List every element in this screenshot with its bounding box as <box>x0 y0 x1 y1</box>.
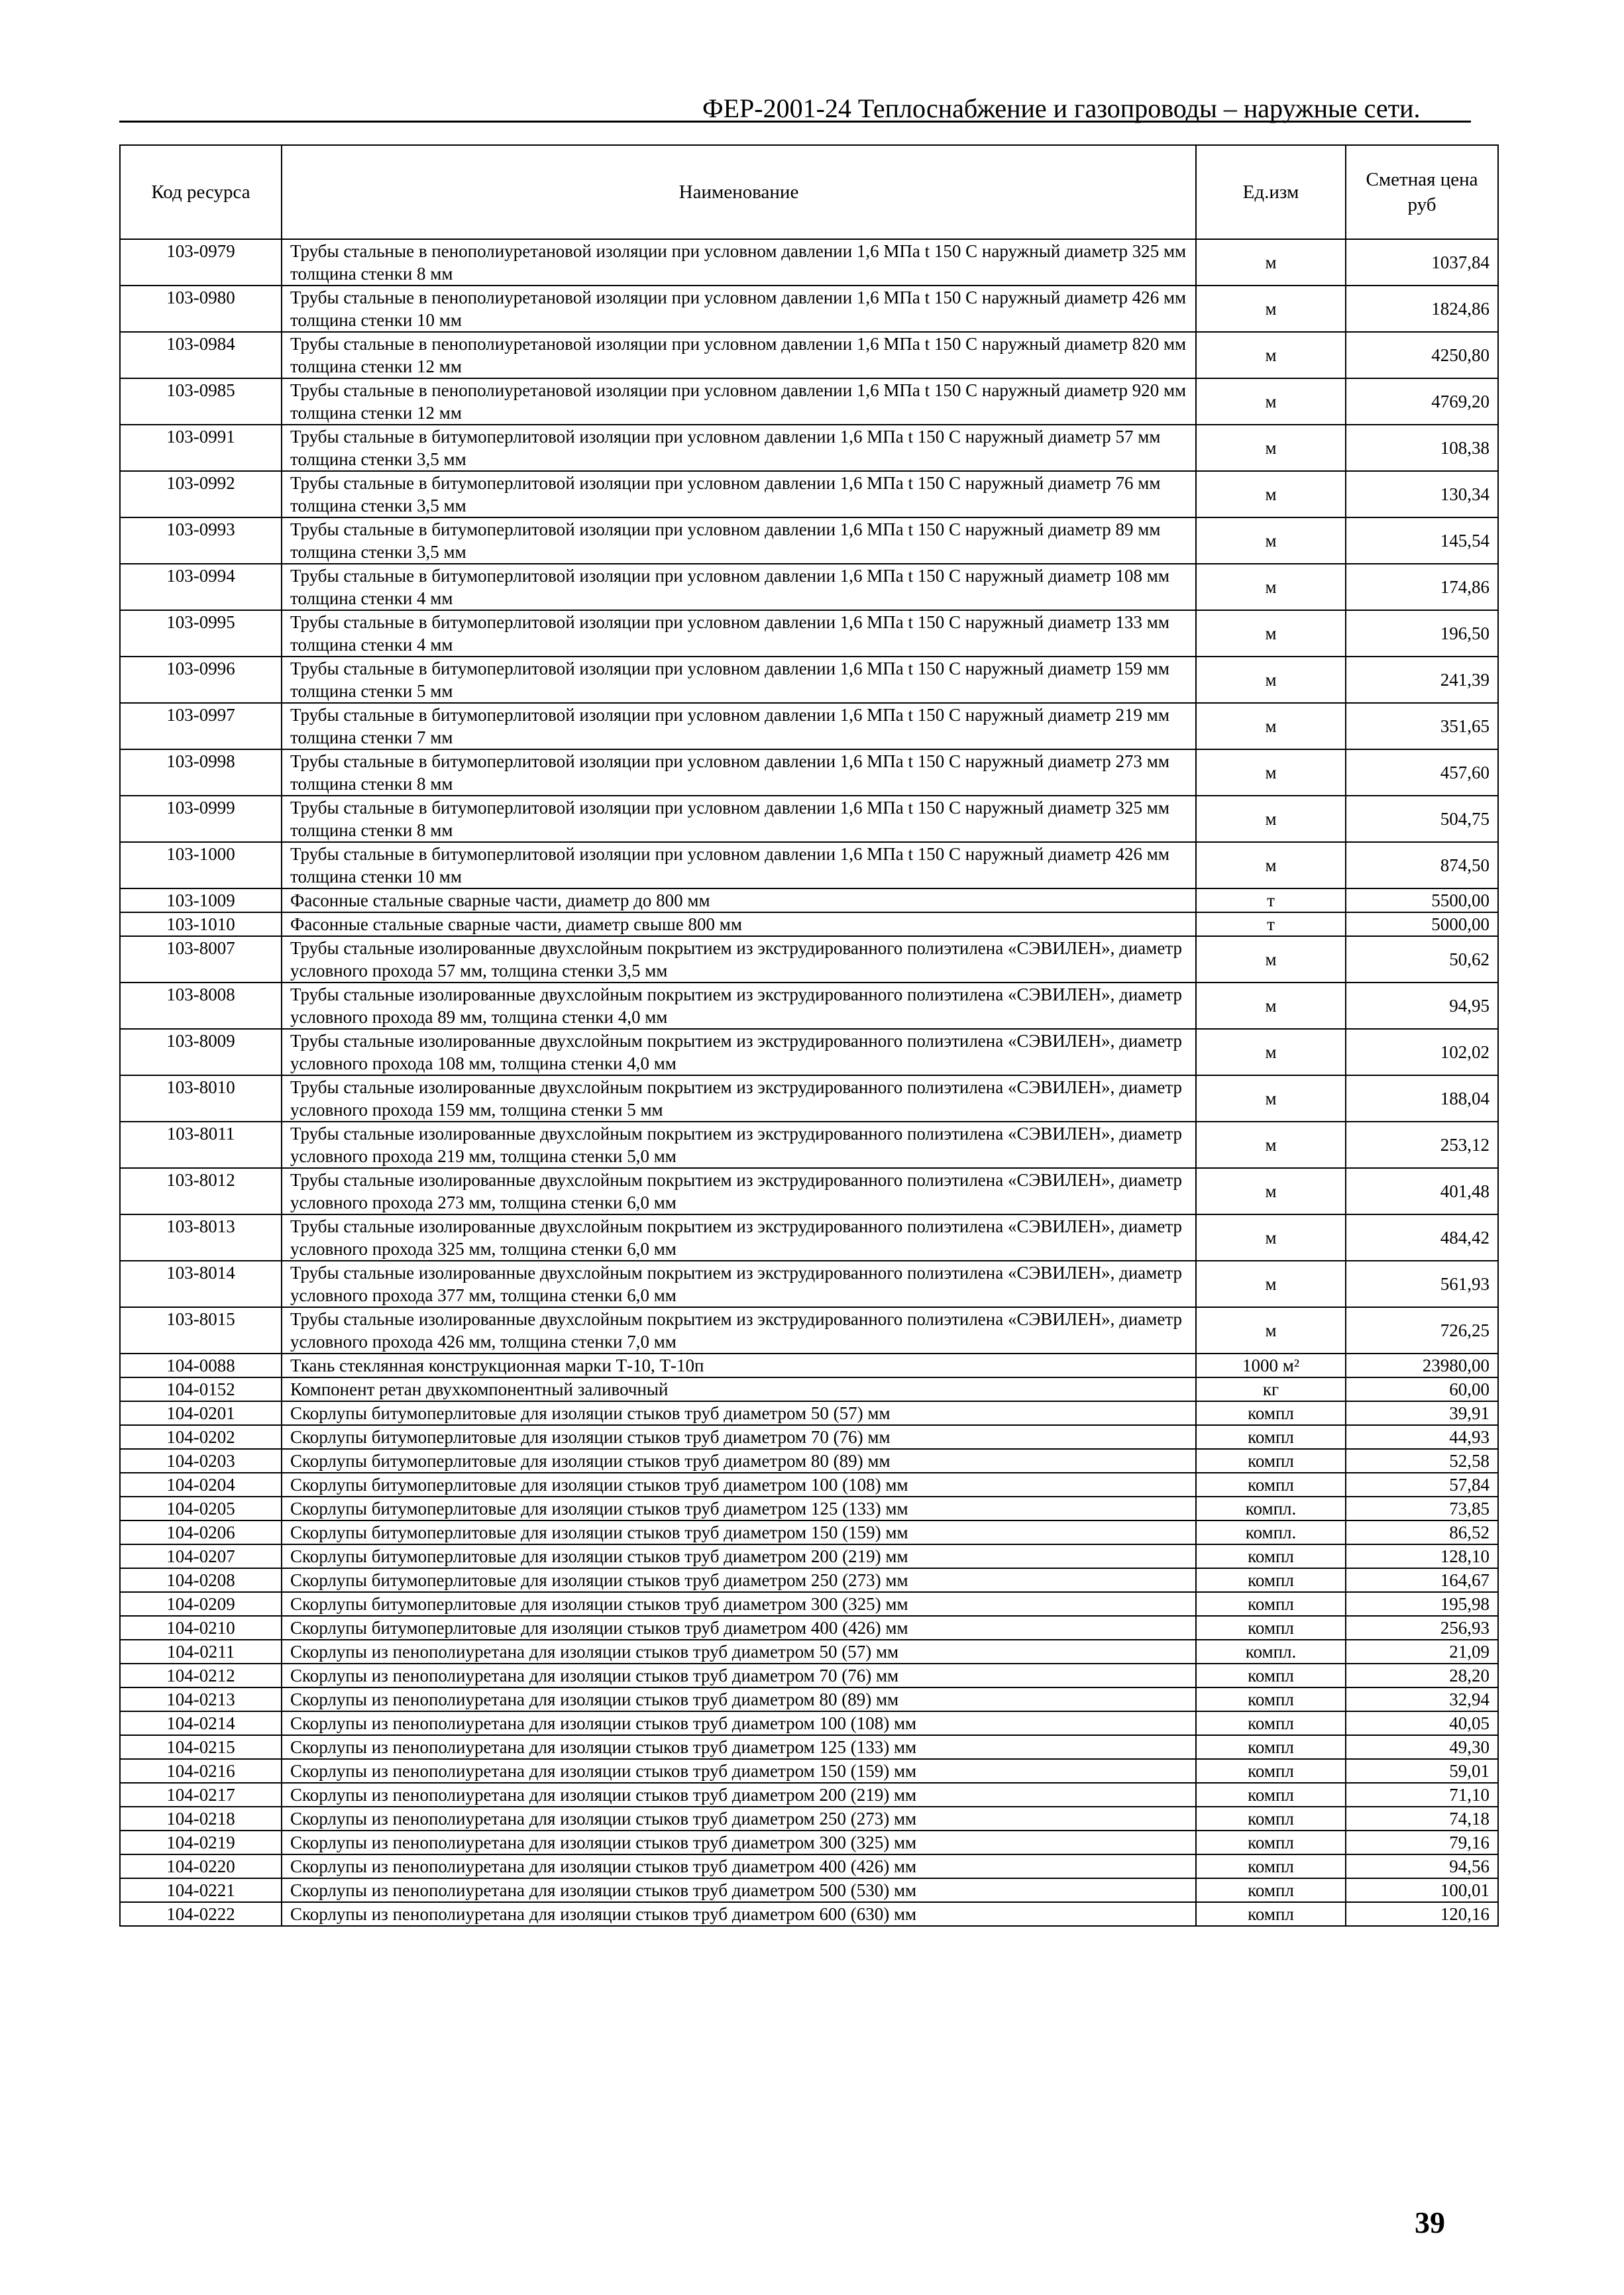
cell-code: 103-0985 <box>120 378 282 425</box>
cell-unit: м <box>1196 517 1346 564</box>
table-row <box>120 1854 1498 1878</box>
price-table <box>119 144 1499 1927</box>
cell-code: 103-8011 <box>120 1122 282 1168</box>
cell-code: 103-0980 <box>120 286 282 332</box>
cell-price: 94,56 <box>1346 1854 1498 1878</box>
cell-code: 104-0202 <box>120 1425 282 1449</box>
table-row <box>120 239 1498 286</box>
cell-code: 103-0994 <box>120 564 282 610</box>
cell-code: 104-0203 <box>120 1449 282 1473</box>
cell-unit: м <box>1196 471 1346 517</box>
cell-name: Трубы стальные в пенополиуретановой изоляции при условном давлении 1,6 МПа t 150 С наружный диаметр 325 мм толщина стенки 8 мм <box>282 239 1196 286</box>
cell-code: 104-0213 <box>120 1687 282 1711</box>
table-row <box>120 286 1498 332</box>
cell-name: Фасонные стальные сварные части, диаметр до 800 мм <box>282 888 1196 912</box>
cell-unit: компл <box>1196 1616 1346 1640</box>
cell-price: 4250,80 <box>1346 332 1498 378</box>
cell-code: 103-0984 <box>120 332 282 378</box>
cell-name: Скорлупы битумоперлитовые для изоляции стыков труб диаметром 50 (57) мм <box>282 1401 1196 1425</box>
cell-code: 103-1000 <box>120 842 282 888</box>
cell-unit: т <box>1196 912 1346 936</box>
cell-unit: компл <box>1196 1854 1346 1878</box>
cell-code: 103-0998 <box>120 749 282 796</box>
cell-code: 104-0219 <box>120 1831 282 1854</box>
table-row <box>120 1075 1498 1122</box>
cell-price: 164,67 <box>1346 1568 1498 1592</box>
cell-name: Скорлупы битумоперлитовые для изоляции стыков труб диаметром 100 (108) мм <box>282 1473 1196 1497</box>
cell-code: 103-8009 <box>120 1029 282 1075</box>
cell-price: 188,04 <box>1346 1075 1498 1122</box>
table-row <box>120 471 1498 517</box>
cell-code: 103-8012 <box>120 1168 282 1214</box>
cell-price: 50,62 <box>1346 936 1498 983</box>
cell-price: 52,58 <box>1346 1449 1498 1473</box>
cell-unit: т <box>1196 888 1346 912</box>
table-row <box>120 1377 1498 1401</box>
cell-name: Трубы стальные в битумоперлитовой изоляции при условном давлении 1,6 МПа t 150 С наружный диаметр 108 мм толщина стенки 4 мм <box>282 564 1196 610</box>
cell-name: Скорлупы из пенополиуретана для изоляции стыков труб диаметром 70 (76) мм <box>282 1664 1196 1687</box>
cell-code: 104-0212 <box>120 1664 282 1687</box>
cell-name: Трубы стальные изолированные двухслойным покрытием из экструдированного полиэтилена «СЭВИЛЕН», диаметр условного прохода 108 мм, толщина стенки 4,0 мм <box>282 1029 1196 1075</box>
cell-price: 145,54 <box>1346 517 1498 564</box>
cell-unit: м <box>1196 796 1346 842</box>
cell-code: 103-8014 <box>120 1261 282 1307</box>
cell-name: Трубы стальные в пенополиуретановой изоляции при условном давлении 1,6 МПа t 150 С наружный диаметр 426 мм толщина стенки 10 мм <box>282 286 1196 332</box>
cell-name: Скорлупы из пенополиуретана для изоляции стыков труб диаметром 125 (133) мм <box>282 1735 1196 1759</box>
cell-price: 49,30 <box>1346 1735 1498 1759</box>
cell-name: Трубы стальные в битумоперлитовой изоляции при условном давлении 1,6 МПа t 150 С наружный диаметр 133 мм толщина стенки 4 мм <box>282 610 1196 657</box>
cell-name: Трубы стальные изолированные двухслойным покрытием из экструдированного полиэтилена «СЭВИЛЕН», диаметр условного прохода 325 мм, толщина стенки 6,0 мм <box>282 1214 1196 1261</box>
cell-unit: компл <box>1196 1735 1346 1759</box>
cell-name: Скорлупы из пенополиуретана для изоляции стыков труб диаметром 500 (530) мм <box>282 1878 1196 1902</box>
column-header-code: Код ресурса <box>120 145 282 239</box>
table-row <box>120 332 1498 378</box>
cell-name: Скорлупы битумоперлитовые для изоляции стыков труб диаметром 250 (273) мм <box>282 1568 1196 1592</box>
column-header-name: Наименование <box>282 145 1196 239</box>
cell-code: 103-8007 <box>120 936 282 983</box>
cell-code: 104-0208 <box>120 1568 282 1592</box>
cell-code: 104-0218 <box>120 1807 282 1831</box>
cell-code: 104-0222 <box>120 1902 282 1926</box>
cell-unit: компл <box>1196 1783 1346 1807</box>
cell-unit: компл <box>1196 1878 1346 1902</box>
cell-price: 60,00 <box>1346 1377 1498 1401</box>
table-row <box>120 1831 1498 1854</box>
cell-price: 1824,86 <box>1346 286 1498 332</box>
cell-code: 104-0221 <box>120 1878 282 1902</box>
table-row <box>120 703 1498 749</box>
table-row <box>120 517 1498 564</box>
cell-price: 79,16 <box>1346 1831 1498 1854</box>
cell-unit: компл <box>1196 1807 1346 1831</box>
cell-unit: м <box>1196 842 1346 888</box>
cell-unit: м <box>1196 936 1346 983</box>
cell-unit: м <box>1196 239 1346 286</box>
cell-unit: м <box>1196 703 1346 749</box>
cell-code: 104-0216 <box>120 1759 282 1783</box>
cell-name: Трубы стальные в пенополиуретановой изоляции при условном давлении 1,6 МПа t 150 С наружный диаметр 920 мм толщина стенки 12 мм <box>282 378 1196 425</box>
page-number: 39 <box>1415 2206 1445 2239</box>
table-row <box>120 425 1498 471</box>
header-rule <box>119 121 1471 123</box>
table-row <box>120 657 1498 703</box>
cell-name: Скорлупы битумоперлитовые для изоляции стыков труб диаметром 200 (219) мм <box>282 1544 1196 1568</box>
cell-unit: м <box>1196 1214 1346 1261</box>
cell-name: Скорлупы битумоперлитовые для изоляции стыков труб диаметром 400 (426) мм <box>282 1616 1196 1640</box>
table-row <box>120 1307 1498 1354</box>
cell-code: 104-0204 <box>120 1473 282 1497</box>
table-row <box>120 1029 1498 1075</box>
cell-name: Скорлупы битумоперлитовые для изоляции стыков труб диаметром 300 (325) мм <box>282 1592 1196 1616</box>
cell-price: 726,25 <box>1346 1307 1498 1354</box>
cell-unit: компл <box>1196 1831 1346 1854</box>
cell-price: 128,10 <box>1346 1544 1498 1568</box>
cell-code: 104-0217 <box>120 1783 282 1807</box>
cell-name: Трубы стальные в битумоперлитовой изоляции при условном давлении 1,6 МПа t 150 С наружный диаметр 273 мм толщина стенки 8 мм <box>282 749 1196 796</box>
cell-code: 104-0088 <box>120 1354 282 1377</box>
cell-price: 5500,00 <box>1346 888 1498 912</box>
cell-price: 71,10 <box>1346 1783 1498 1807</box>
table-row <box>120 936 1498 983</box>
table-row <box>120 1168 1498 1214</box>
cell-price: 21,09 <box>1346 1640 1498 1664</box>
cell-name: Скорлупы из пенополиуретана для изоляции стыков труб диаметром 300 (325) мм <box>282 1831 1196 1854</box>
table-row <box>120 1783 1498 1807</box>
cell-price: 351,65 <box>1346 703 1498 749</box>
cell-price: 23980,00 <box>1346 1354 1498 1377</box>
cell-name: Трубы стальные изолированные двухслойным покрытием из экструдированного полиэтилена «СЭВИЛЕН», диаметр условного прохода 89 мм, толщина стенки 4,0 мм <box>282 983 1196 1029</box>
cell-price: 241,39 <box>1346 657 1498 703</box>
cell-unit: м <box>1196 1029 1346 1075</box>
cell-code: 104-0211 <box>120 1640 282 1664</box>
cell-unit: 1000 м² <box>1196 1354 1346 1377</box>
table-row <box>120 1214 1498 1261</box>
table-row <box>120 1902 1498 1926</box>
cell-price: 195,98 <box>1346 1592 1498 1616</box>
cell-unit: компл <box>1196 1711 1346 1735</box>
cell-code: 103-8015 <box>120 1307 282 1354</box>
cell-name: Скорлупы из пенополиуретана для изоляции стыков труб диаметром 50 (57) мм <box>282 1640 1196 1664</box>
cell-price: 44,93 <box>1346 1425 1498 1449</box>
cell-price: 73,85 <box>1346 1497 1498 1521</box>
table-row <box>120 1544 1498 1568</box>
table-row <box>120 1354 1498 1377</box>
cell-unit: м <box>1196 749 1346 796</box>
cell-unit: компл <box>1196 1568 1346 1592</box>
cell-name: Скорлупы из пенополиуретана для изоляции стыков труб диаметром 200 (219) мм <box>282 1783 1196 1807</box>
table-header-row <box>120 145 1498 239</box>
cell-code: 104-0201 <box>120 1401 282 1425</box>
cell-unit: м <box>1196 286 1346 332</box>
cell-unit: м <box>1196 1168 1346 1214</box>
cell-price: 401,48 <box>1346 1168 1498 1214</box>
table-row <box>120 1664 1498 1687</box>
cell-price: 108,38 <box>1346 425 1498 471</box>
table-row <box>120 1401 1498 1425</box>
table-row <box>120 1759 1498 1783</box>
cell-unit: компл. <box>1196 1640 1346 1664</box>
table-row <box>120 1807 1498 1831</box>
cell-name: Скорлупы битумоперлитовые для изоляции стыков труб диаметром 150 (159) мм <box>282 1521 1196 1544</box>
cell-unit: м <box>1196 332 1346 378</box>
cell-code: 103-8013 <box>120 1214 282 1261</box>
cell-name: Скорлупы битумоперлитовые для изоляции стыков труб диаметром 125 (133) мм <box>282 1497 1196 1521</box>
cell-price: 196,50 <box>1346 610 1498 657</box>
cell-name: Трубы стальные изолированные двухслойным покрытием из экструдированного полиэтилена «СЭВИЛЕН», диаметр условного прохода 377 мм, толщина стенки 6,0 мм <box>282 1261 1196 1307</box>
table-row <box>120 1592 1498 1616</box>
cell-name: Трубы стальные изолированные двухслойным покрытием из экструдированного полиэтилена «СЭВИЛЕН», диаметр условного прохода 57 мм, толщина стенки 3,5 мм <box>282 936 1196 983</box>
table-row <box>120 1568 1498 1592</box>
cell-code: 104-0214 <box>120 1711 282 1735</box>
cell-price: 256,93 <box>1346 1616 1498 1640</box>
cell-unit: компл <box>1196 1592 1346 1616</box>
column-header-price: Сметная цена руб <box>1346 145 1498 239</box>
cell-unit: м <box>1196 1122 1346 1168</box>
cell-price: 457,60 <box>1346 749 1498 796</box>
cell-name: Скорлупы из пенополиуретана для изоляции стыков труб диаметром 600 (630) мм <box>282 1902 1196 1926</box>
cell-price: 39,91 <box>1346 1401 1498 1425</box>
cell-code: 104-0207 <box>120 1544 282 1568</box>
cell-unit: компл <box>1196 1473 1346 1497</box>
cell-unit: м <box>1196 564 1346 610</box>
cell-price: 40,05 <box>1346 1711 1498 1735</box>
cell-price: 4769,20 <box>1346 378 1498 425</box>
cell-name: Фасонные стальные сварные части, диаметр свыше 800 мм <box>282 912 1196 936</box>
column-header-unit: Ед.изм <box>1196 145 1346 239</box>
cell-unit: компл <box>1196 1664 1346 1687</box>
cell-code: 103-0992 <box>120 471 282 517</box>
cell-unit: м <box>1196 657 1346 703</box>
cell-price: 1037,84 <box>1346 239 1498 286</box>
cell-price: 102,02 <box>1346 1029 1498 1075</box>
cell-price: 504,75 <box>1346 796 1498 842</box>
cell-name: Скорлупы битумоперлитовые для изоляции стыков труб диаметром 80 (89) мм <box>282 1449 1196 1473</box>
cell-unit: м <box>1196 610 1346 657</box>
cell-price: 874,50 <box>1346 842 1498 888</box>
table-row <box>120 1521 1498 1544</box>
cell-name: Скорлупы из пенополиуретана для изоляции стыков труб диаметром 400 (426) мм <box>282 1854 1196 1878</box>
cell-unit: кг <box>1196 1377 1346 1401</box>
cell-code: 104-0205 <box>120 1497 282 1521</box>
cell-code: 104-0215 <box>120 1735 282 1759</box>
table-row <box>120 1711 1498 1735</box>
table-row <box>120 796 1498 842</box>
cell-code: 103-0995 <box>120 610 282 657</box>
table-row <box>120 378 1498 425</box>
cell-code: 104-0220 <box>120 1854 282 1878</box>
cell-price: 59,01 <box>1346 1759 1498 1783</box>
table-row <box>120 749 1498 796</box>
cell-name: Трубы стальные в битумоперлитовой изоляции при условном давлении 1,6 МПа t 150 С наружный диаметр 57 мм толщина стенки 3,5 мм <box>282 425 1196 471</box>
cell-name: Трубы стальные в битумоперлитовой изоляции при условном давлении 1,6 МПа t 150 С наружный диаметр 426 мм толщина стенки 10 мм <box>282 842 1196 888</box>
cell-code: 104-0152 <box>120 1377 282 1401</box>
cell-name: Трубы стальные в битумоперлитовой изоляции при условном давлении 1,6 МПа t 150 С наружный диаметр 89 мм толщина стенки 3,5 мм <box>282 517 1196 564</box>
cell-price: 100,01 <box>1346 1878 1498 1902</box>
cell-price: 57,84 <box>1346 1473 1498 1497</box>
cell-name: Ткань стеклянная конструкционная марки Т-10, Т-10п <box>282 1354 1196 1377</box>
table-row <box>120 1473 1498 1497</box>
cell-name: Компонент ретан двухкомпонентный заливочный <box>282 1377 1196 1401</box>
table-row <box>120 1122 1498 1168</box>
cell-name: Скорлупы из пенополиуретана для изоляции стыков труб диаметром 100 (108) мм <box>282 1711 1196 1735</box>
cell-name: Скорлупы из пенополиуретана для изоляции стыков труб диаметром 80 (89) мм <box>282 1687 1196 1711</box>
cell-price: 74,18 <box>1346 1807 1498 1831</box>
cell-unit: компл <box>1196 1425 1346 1449</box>
table-row <box>120 842 1498 888</box>
cell-unit: м <box>1196 1075 1346 1122</box>
cell-name: Скорлупы из пенополиуретана для изоляции стыков труб диаметром 150 (159) мм <box>282 1759 1196 1783</box>
table-body <box>120 239 1498 1926</box>
cell-unit: м <box>1196 1261 1346 1307</box>
cell-price: 253,12 <box>1346 1122 1498 1168</box>
cell-name: Трубы стальные изолированные двухслойным покрытием из экструдированного полиэтилена «СЭВИЛЕН», диаметр условного прохода 219 мм, толщина стенки 5,0 мм <box>282 1122 1196 1168</box>
cell-unit: компл. <box>1196 1521 1346 1544</box>
cell-unit: м <box>1196 378 1346 425</box>
cell-unit: компл <box>1196 1401 1346 1425</box>
cell-name: Скорлупы из пенополиуретана для изоляции стыков труб диаметром 250 (273) мм <box>282 1807 1196 1831</box>
cell-name: Трубы стальные в битумоперлитовой изоляции при условном давлении 1,6 МПа t 150 С наружный диаметр 219 мм толщина стенки 7 мм <box>282 703 1196 749</box>
cell-code: 104-0206 <box>120 1521 282 1544</box>
cell-unit: м <box>1196 425 1346 471</box>
cell-name: Трубы стальные в битумоперлитовой изоляции при условном давлении 1,6 МПа t 150 С наружный диаметр 76 мм толщина стенки 3,5 мм <box>282 471 1196 517</box>
cell-code: 103-1009 <box>120 888 282 912</box>
table-row <box>120 1616 1498 1640</box>
cell-code: 103-0993 <box>120 517 282 564</box>
cell-name: Трубы стальные изолированные двухслойным покрытием из экструдированного полиэтилена «СЭВИЛЕН», диаметр условного прохода 159 мм, толщина стенки 5 мм <box>282 1075 1196 1122</box>
cell-code: 103-0996 <box>120 657 282 703</box>
table-row <box>120 1878 1498 1902</box>
table-row <box>120 1735 1498 1759</box>
cell-code: 103-8008 <box>120 983 282 1029</box>
table-row <box>120 1425 1498 1449</box>
cell-price: 484,42 <box>1346 1214 1498 1261</box>
cell-unit: компл <box>1196 1544 1346 1568</box>
cell-code: 103-8010 <box>120 1075 282 1122</box>
cell-price: 86,52 <box>1346 1521 1498 1544</box>
cell-unit: компл. <box>1196 1497 1346 1521</box>
table-row <box>120 983 1498 1029</box>
cell-price: 28,20 <box>1346 1664 1498 1687</box>
document-header-title: ФЕР-2001-24 Теплоснабжение и газопроводы – наружные сети. <box>702 93 1421 123</box>
cell-name: Трубы стальные изолированные двухслойным покрытием из экструдированного полиэтилена «СЭВИЛЕН», диаметр условного прохода 426 мм, толщина стенки 7,0 мм <box>282 1307 1196 1354</box>
cell-unit: м <box>1196 983 1346 1029</box>
cell-code: 103-1010 <box>120 912 282 936</box>
cell-code: 103-0991 <box>120 425 282 471</box>
cell-price: 94,95 <box>1346 983 1498 1029</box>
cell-name: Трубы стальные изолированные двухслойным покрытием из экструдированного полиэтилена «СЭВИЛЕН», диаметр условного прохода 273 мм, толщина стенки 6,0 мм <box>282 1168 1196 1214</box>
cell-price: 130,34 <box>1346 471 1498 517</box>
table-row <box>120 1449 1498 1473</box>
cell-name: Скорлупы битумоперлитовые для изоляции стыков труб диаметром 70 (76) мм <box>282 1425 1196 1449</box>
cell-price: 174,86 <box>1346 564 1498 610</box>
table-row <box>120 888 1498 912</box>
cell-name: Трубы стальные в битумоперлитовой изоляции при условном давлении 1,6 МПа t 150 С наружный диаметр 159 мм толщина стенки 5 мм <box>282 657 1196 703</box>
cell-unit: компл <box>1196 1449 1346 1473</box>
table-row <box>120 610 1498 657</box>
cell-code: 103-0999 <box>120 796 282 842</box>
table-row <box>120 1261 1498 1307</box>
table-row <box>120 1640 1498 1664</box>
cell-price: 561,93 <box>1346 1261 1498 1307</box>
table-row <box>120 1497 1498 1521</box>
cell-price: 120,16 <box>1346 1902 1498 1926</box>
cell-code: 103-0979 <box>120 239 282 286</box>
cell-unit: м <box>1196 1307 1346 1354</box>
cell-unit: компл <box>1196 1902 1346 1926</box>
cell-code: 104-0209 <box>120 1592 282 1616</box>
cell-code: 103-0997 <box>120 703 282 749</box>
cell-name: Трубы стальные в пенополиуретановой изоляции при условном давлении 1,6 МПа t 150 С наружный диаметр 820 мм толщина стенки 12 мм <box>282 332 1196 378</box>
cell-price: 32,94 <box>1346 1687 1498 1711</box>
cell-unit: компл <box>1196 1759 1346 1783</box>
table-row <box>120 564 1498 610</box>
table-row <box>120 1687 1498 1711</box>
cell-unit: компл <box>1196 1687 1346 1711</box>
cell-price: 5000,00 <box>1346 912 1498 936</box>
table-row <box>120 912 1498 936</box>
cell-name: Трубы стальные в битумоперлитовой изоляции при условном давлении 1,6 МПа t 150 С наружный диаметр 325 мм толщина стенки 8 мм <box>282 796 1196 842</box>
cell-code: 104-0210 <box>120 1616 282 1640</box>
